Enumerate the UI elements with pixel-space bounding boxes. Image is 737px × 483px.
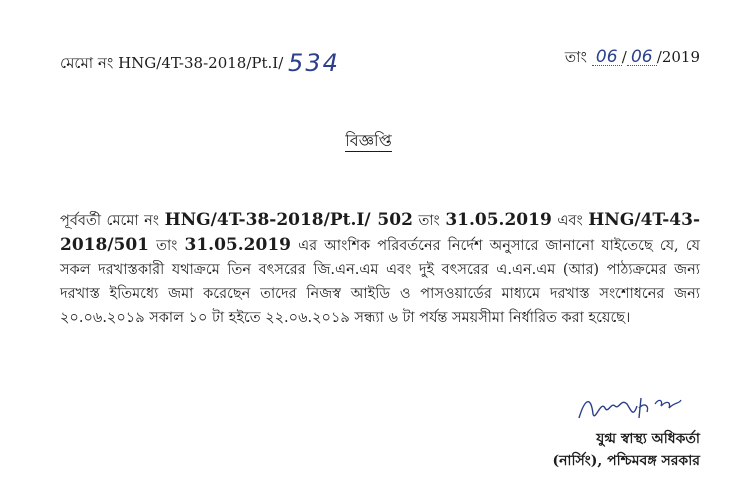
memo-prefix: মেমো নং [60, 54, 119, 72]
date-prefix: তাং [564, 48, 592, 66]
date-month: 06 [627, 49, 657, 66]
memo-reference [60, 46, 340, 77]
body-ref-2: HNG/4T-43-2018/501 [60, 210, 700, 255]
memo-header [60, 38, 700, 77]
signature-graphic [575, 388, 685, 428]
memo-number-handwritten: 534 [288, 49, 340, 77]
memo-date: তাং 06 / 06 /2019 [564, 47, 700, 67]
memo-code: HNG/4T-38-2018/Pt.I/ [118, 54, 284, 72]
body-ref-1: HNG/4T-38-2018/Pt.I/ 502 [164, 210, 413, 230]
body-date-1: 31.05.2019 [445, 210, 552, 230]
signatory-block [552, 428, 700, 472]
body-part-3: এবং [551, 213, 589, 229]
date-year: /2019 [656, 48, 700, 66]
handwritten-signature [575, 388, 685, 428]
body-part-1: পূর্ববর্তী মেমো নং [60, 213, 165, 229]
body-date-2: 31.05.2019 [184, 235, 291, 255]
body-part-5: এর আংশিক পরিবর্তনের নির্দেশ অনুসারে জানানো যাইতেছে যে, যে সকল দরখাস্তকারী যথাক্রমে তিন বৎসরের জি.এন.এম এবং দুই বৎসরের এ.এন.এম (আর) পাঠ্যক্রমের জন্য দরখাস্ত ইতিমধ্যে জমা করেছেন তাদের নিজস্ব আইডি ও পাসওয়ার্ডের মাধ্যমে দরখাস্ত সংশোধনের জন্য ২০.০৬.২০১৯ সকাল ১০ টা হইতে ২২.০৬.২০১৯ সন্ধ্যা ৬ টা পর্যন্ত সময়সীমা নির্ধারিত করা হয়েছে। [60, 238, 700, 326]
body-part-2: তাং [412, 213, 446, 229]
notice-body [60, 208, 700, 330]
notice-title-text: বিজ্ঞপ্তি [345, 131, 392, 150]
signatory-designation: যুগ্ম স্বাস্থ্য অধিকর্তা [596, 431, 700, 447]
signatory-department: (নার্সিং), পশ্চিমবঙ্গ সরকার [552, 453, 700, 469]
notice-title [0, 128, 737, 155]
date-day: 06 [592, 49, 622, 66]
body-part-4: তাং [149, 238, 185, 254]
